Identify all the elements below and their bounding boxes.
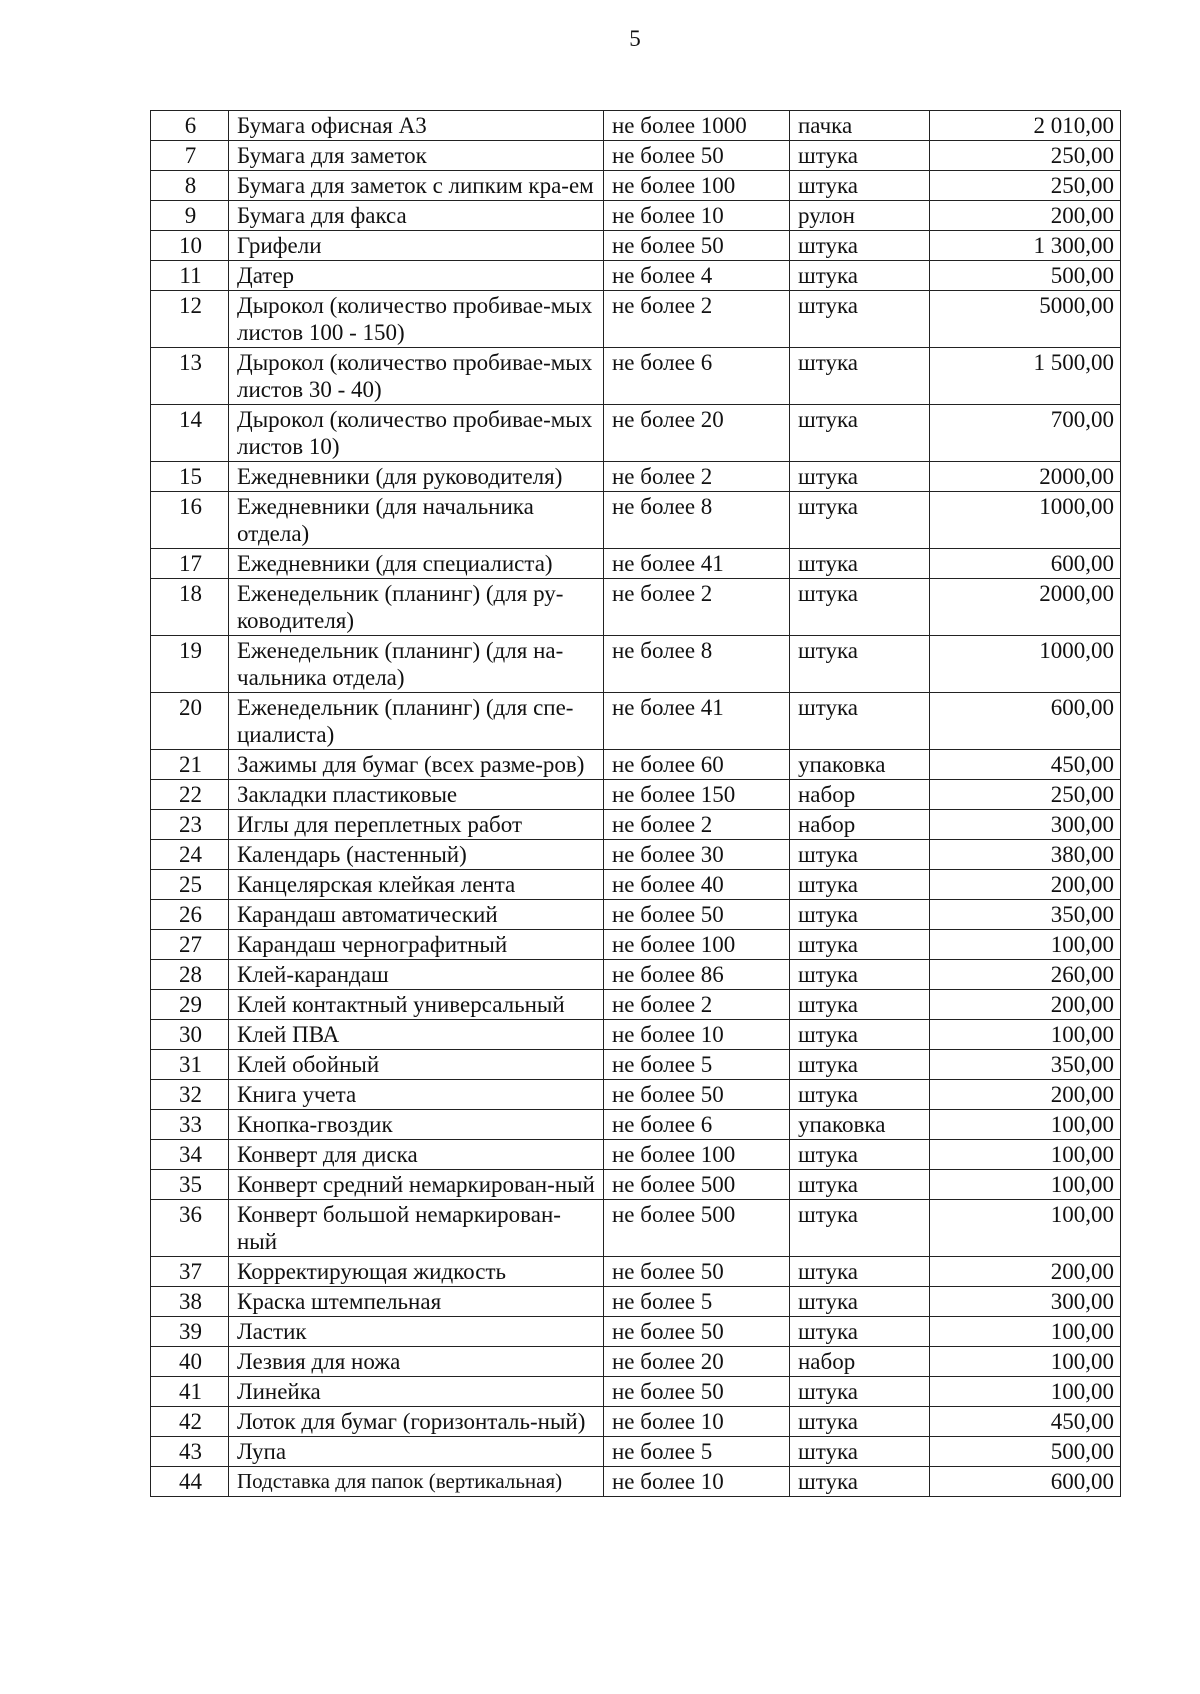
table-row — [151, 1020, 1121, 1050]
unit-cell: штука — [790, 579, 930, 636]
price-cell: 350,00 — [930, 900, 1121, 930]
quantity-cell: не более 8 — [604, 636, 790, 693]
unit-cell: штука — [790, 870, 930, 900]
row-number-cell: 37 — [151, 1257, 229, 1287]
row-number-cell: 24 — [151, 840, 229, 870]
row-number-cell: 41 — [151, 1377, 229, 1407]
item-name-cell: Бумага для факса — [229, 201, 604, 231]
unit-cell: штука — [790, 693, 930, 750]
price-cell: 350,00 — [930, 1050, 1121, 1080]
price-cell: 100,00 — [930, 1200, 1121, 1257]
table-row — [151, 111, 1121, 141]
table-row — [151, 579, 1121, 636]
quantity-cell: не более 100 — [604, 171, 790, 201]
unit-cell: штука — [790, 1437, 930, 1467]
quantity-cell: не более 2 — [604, 291, 790, 348]
table-row — [151, 840, 1121, 870]
quantity-cell: не более 2 — [604, 990, 790, 1020]
price-cell: 500,00 — [930, 261, 1121, 291]
item-name-cell: Кнопка-гвоздик — [229, 1110, 604, 1140]
unit-cell: штука — [790, 348, 930, 405]
unit-cell: упаковка — [790, 1110, 930, 1140]
quantity-cell: не более 50 — [604, 1080, 790, 1110]
row-number-cell: 27 — [151, 930, 229, 960]
quantity-cell: не более 4 — [604, 261, 790, 291]
unit-cell: упаковка — [790, 750, 930, 780]
table-row — [151, 990, 1121, 1020]
table-row — [151, 1407, 1121, 1437]
price-cell: 1000,00 — [930, 492, 1121, 549]
item-name-cell: Иглы для переплетных работ — [229, 810, 604, 840]
table-row — [151, 1140, 1121, 1170]
table-row — [151, 1467, 1121, 1497]
row-number-cell: 12 — [151, 291, 229, 348]
row-number-cell: 6 — [151, 111, 229, 141]
item-name-cell: Еженедельник (планинг) (для ру-ководителя) — [229, 579, 604, 636]
row-number-cell: 8 — [151, 171, 229, 201]
quantity-cell: не более 6 — [604, 348, 790, 405]
item-name-cell: Карандаш автоматический — [229, 900, 604, 930]
price-cell: 600,00 — [930, 693, 1121, 750]
quantity-cell: не более 150 — [604, 780, 790, 810]
table-row — [151, 780, 1121, 810]
price-cell: 380,00 — [930, 840, 1121, 870]
row-number-cell: 40 — [151, 1347, 229, 1377]
quantity-cell: не более 50 — [604, 1317, 790, 1347]
unit-cell: штука — [790, 636, 930, 693]
item-name-cell: Клей контактный универсальный — [229, 990, 604, 1020]
item-name-cell: Конверт для диска — [229, 1140, 604, 1170]
quantity-cell: не более 50 — [604, 1377, 790, 1407]
row-number-cell: 18 — [151, 579, 229, 636]
row-number-cell: 34 — [151, 1140, 229, 1170]
price-cell: 1 300,00 — [930, 231, 1121, 261]
table-row — [151, 1287, 1121, 1317]
unit-cell: штука — [790, 960, 930, 990]
unit-cell: штука — [790, 1170, 930, 1200]
row-number-cell: 36 — [151, 1200, 229, 1257]
item-name-cell: Краска штемпельная — [229, 1287, 604, 1317]
row-number-cell: 23 — [151, 810, 229, 840]
row-number-cell: 15 — [151, 462, 229, 492]
item-name-cell: Ежедневники (для начальника отдела) — [229, 492, 604, 549]
quantity-cell: не более 5 — [604, 1287, 790, 1317]
item-name-cell: Конверт большой немаркирован-ный — [229, 1200, 604, 1257]
quantity-cell: не более 5 — [604, 1050, 790, 1080]
price-cell: 100,00 — [930, 1110, 1121, 1140]
unit-cell: штука — [790, 405, 930, 462]
quantity-cell: не более 500 — [604, 1200, 790, 1257]
quantity-cell: не более 50 — [604, 141, 790, 171]
row-number-cell: 19 — [151, 636, 229, 693]
row-number-cell: 39 — [151, 1317, 229, 1347]
price-cell: 5000,00 — [930, 291, 1121, 348]
quantity-cell: не более 10 — [604, 1467, 790, 1497]
price-cell: 300,00 — [930, 1287, 1121, 1317]
table-row — [151, 171, 1121, 201]
quantity-cell: не более 100 — [604, 930, 790, 960]
quantity-cell: не более 8 — [604, 492, 790, 549]
supplies-table — [150, 110, 1121, 1497]
unit-cell: штука — [790, 462, 930, 492]
price-cell: 500,00 — [930, 1437, 1121, 1467]
item-name-cell: Дырокол (количество пробивае-мых листов 100 - 150) — [229, 291, 604, 348]
item-name-cell: Бумага для заметок с липким кра-ем — [229, 171, 604, 201]
table-row — [151, 870, 1121, 900]
row-number-cell: 31 — [151, 1050, 229, 1080]
item-name-cell: Лезвия для ножа — [229, 1347, 604, 1377]
row-number-cell: 38 — [151, 1287, 229, 1317]
quantity-cell: не более 41 — [604, 693, 790, 750]
item-name-cell: Клей-карандаш — [229, 960, 604, 990]
item-name-cell: Календарь (настенный) — [229, 840, 604, 870]
item-name-cell: Подставка для папок (вертикальная) — [229, 1467, 604, 1497]
unit-cell: набор — [790, 780, 930, 810]
row-number-cell: 7 — [151, 141, 229, 171]
quantity-cell: не более 20 — [604, 1347, 790, 1377]
table-row — [151, 405, 1121, 462]
quantity-cell: не более 50 — [604, 900, 790, 930]
table-row — [151, 492, 1121, 549]
price-cell: 100,00 — [930, 1377, 1121, 1407]
quantity-cell: не более 6 — [604, 1110, 790, 1140]
table-row — [151, 462, 1121, 492]
item-name-cell: Ежедневники (для руководителя) — [229, 462, 604, 492]
row-number-cell: 13 — [151, 348, 229, 405]
price-cell: 100,00 — [930, 1140, 1121, 1170]
unit-cell: штука — [790, 1287, 930, 1317]
unit-cell: штука — [790, 1050, 930, 1080]
item-name-cell: Лупа — [229, 1437, 604, 1467]
unit-cell: штука — [790, 141, 930, 171]
table-row — [151, 141, 1121, 171]
price-cell: 600,00 — [930, 1467, 1121, 1497]
row-number-cell: 9 — [151, 201, 229, 231]
row-number-cell: 28 — [151, 960, 229, 990]
row-number-cell: 26 — [151, 900, 229, 930]
unit-cell: штука — [790, 231, 930, 261]
table-row — [151, 1437, 1121, 1467]
price-cell: 100,00 — [930, 1347, 1121, 1377]
item-name-cell: Еженедельник (планинг) (для на-чальника отдела) — [229, 636, 604, 693]
row-number-cell: 29 — [151, 990, 229, 1020]
quantity-cell: не более 10 — [604, 201, 790, 231]
item-name-cell: Линейка — [229, 1377, 604, 1407]
row-number-cell: 43 — [151, 1437, 229, 1467]
item-name-cell: Ежедневники (для специалиста) — [229, 549, 604, 579]
unit-cell: штука — [790, 1377, 930, 1407]
row-number-cell: 30 — [151, 1020, 229, 1050]
item-name-cell: Лоток для бумаг (горизонталь-ный) — [229, 1407, 604, 1437]
table-row — [151, 549, 1121, 579]
unit-cell: штука — [790, 1140, 930, 1170]
row-number-cell: 16 — [151, 492, 229, 549]
price-cell: 1000,00 — [930, 636, 1121, 693]
table-row — [151, 1317, 1121, 1347]
price-cell: 1 500,00 — [930, 348, 1121, 405]
quantity-cell: не более 1000 — [604, 111, 790, 141]
table-row — [151, 810, 1121, 840]
table-row — [151, 750, 1121, 780]
row-number-cell: 44 — [151, 1467, 229, 1497]
price-cell: 2 010,00 — [930, 111, 1121, 141]
price-cell: 2000,00 — [930, 579, 1121, 636]
price-cell: 100,00 — [930, 1170, 1121, 1200]
table-row — [151, 1257, 1121, 1287]
unit-cell: штука — [790, 1317, 930, 1347]
price-cell: 100,00 — [930, 930, 1121, 960]
quantity-cell: не более 50 — [604, 231, 790, 261]
unit-cell: набор — [790, 810, 930, 840]
supplies-table-body — [151, 111, 1121, 1497]
price-cell: 100,00 — [930, 1317, 1121, 1347]
item-name-cell: Бумага офисная А3 — [229, 111, 604, 141]
unit-cell: пачка — [790, 111, 930, 141]
row-number-cell: 22 — [151, 780, 229, 810]
price-cell: 260,00 — [930, 960, 1121, 990]
item-name-cell: Бумага для заметок — [229, 141, 604, 171]
unit-cell: рулон — [790, 201, 930, 231]
item-name-cell: Канцелярская клейкая лента — [229, 870, 604, 900]
page-number: 5 — [629, 26, 641, 51]
row-number-cell: 21 — [151, 750, 229, 780]
row-number-cell: 33 — [151, 1110, 229, 1140]
item-name-cell: Клей обойный — [229, 1050, 604, 1080]
price-cell: 250,00 — [930, 171, 1121, 201]
row-number-cell: 10 — [151, 231, 229, 261]
row-number-cell: 25 — [151, 870, 229, 900]
table-row — [151, 1110, 1121, 1140]
unit-cell: штука — [790, 1020, 930, 1050]
item-name-cell: Зажимы для бумаг (всех разме-ров) — [229, 750, 604, 780]
quantity-cell: не более 10 — [604, 1020, 790, 1050]
table-row — [151, 261, 1121, 291]
table-row — [151, 636, 1121, 693]
table-row — [151, 1377, 1121, 1407]
unit-cell: штука — [790, 171, 930, 201]
table-row — [151, 1080, 1121, 1110]
quantity-cell: не более 30 — [604, 840, 790, 870]
item-name-cell: Книга учета — [229, 1080, 604, 1110]
quantity-cell: не более 100 — [604, 1140, 790, 1170]
unit-cell: набор — [790, 1347, 930, 1377]
table-row — [151, 291, 1121, 348]
quantity-cell: не более 10 — [604, 1407, 790, 1437]
row-number-cell: 17 — [151, 549, 229, 579]
item-name-cell: Корректирующая жидкость — [229, 1257, 604, 1287]
quantity-cell: не более 86 — [604, 960, 790, 990]
table-row — [151, 1050, 1121, 1080]
table-row — [151, 1347, 1121, 1377]
unit-cell: штука — [790, 930, 930, 960]
table-row — [151, 201, 1121, 231]
price-cell: 250,00 — [930, 780, 1121, 810]
unit-cell: штука — [790, 549, 930, 579]
unit-cell: штука — [790, 1080, 930, 1110]
price-cell: 600,00 — [930, 549, 1121, 579]
item-name-cell: Карандаш чернографитный — [229, 930, 604, 960]
price-cell: 2000,00 — [930, 462, 1121, 492]
table-row — [151, 960, 1121, 990]
price-cell: 200,00 — [930, 1080, 1121, 1110]
row-number-cell: 11 — [151, 261, 229, 291]
unit-cell: штука — [790, 1200, 930, 1257]
item-name-cell: Конверт средний немаркирован-ный — [229, 1170, 604, 1200]
row-number-cell: 20 — [151, 693, 229, 750]
item-name-cell: Дырокол (количество пробивае-мых листов 10) — [229, 405, 604, 462]
quantity-cell: не более 41 — [604, 549, 790, 579]
row-number-cell: 32 — [151, 1080, 229, 1110]
quantity-cell: не более 60 — [604, 750, 790, 780]
row-number-cell: 42 — [151, 1407, 229, 1437]
unit-cell: штука — [790, 1407, 930, 1437]
table-row — [151, 930, 1121, 960]
unit-cell: штука — [790, 990, 930, 1020]
table-row — [151, 348, 1121, 405]
table-row — [151, 900, 1121, 930]
unit-cell: штука — [790, 1257, 930, 1287]
quantity-cell: не более 40 — [604, 870, 790, 900]
unit-cell: штука — [790, 900, 930, 930]
item-name-cell: Ластик — [229, 1317, 604, 1347]
table-row — [151, 1200, 1121, 1257]
price-cell: 200,00 — [930, 1257, 1121, 1287]
quantity-cell: не более 500 — [604, 1170, 790, 1200]
item-name-cell: Грифели — [229, 231, 604, 261]
price-cell: 450,00 — [930, 1407, 1121, 1437]
quantity-cell: не более 2 — [604, 579, 790, 636]
quantity-cell: не более 50 — [604, 1257, 790, 1287]
unit-cell: штука — [790, 840, 930, 870]
quantity-cell: не более 2 — [604, 810, 790, 840]
unit-cell: штука — [790, 492, 930, 549]
price-cell: 200,00 — [930, 870, 1121, 900]
item-name-cell: Дырокол (количество пробивае-мых листов 30 - 40) — [229, 348, 604, 405]
price-cell: 200,00 — [930, 201, 1121, 231]
price-cell: 100,00 — [930, 1020, 1121, 1050]
item-name-cell: Датер — [229, 261, 604, 291]
unit-cell: штука — [790, 1467, 930, 1497]
item-name-cell: Закладки пластиковые — [229, 780, 604, 810]
item-name-cell: Еженедельник (планинг) (для спе-циалиста) — [229, 693, 604, 750]
quantity-cell: не более 5 — [604, 1437, 790, 1467]
row-number-cell: 14 — [151, 405, 229, 462]
table-row — [151, 693, 1121, 750]
quantity-cell: не более 20 — [604, 405, 790, 462]
price-cell: 250,00 — [930, 141, 1121, 171]
price-cell: 300,00 — [930, 810, 1121, 840]
price-cell: 200,00 — [930, 990, 1121, 1020]
price-cell: 450,00 — [930, 750, 1121, 780]
price-cell: 700,00 — [930, 405, 1121, 462]
unit-cell: штука — [790, 261, 930, 291]
row-number-cell: 35 — [151, 1170, 229, 1200]
unit-cell: штука — [790, 291, 930, 348]
table-row — [151, 231, 1121, 261]
quantity-cell: не более 2 — [604, 462, 790, 492]
item-name-cell: Клей ПВА — [229, 1020, 604, 1050]
table-row — [151, 1170, 1121, 1200]
